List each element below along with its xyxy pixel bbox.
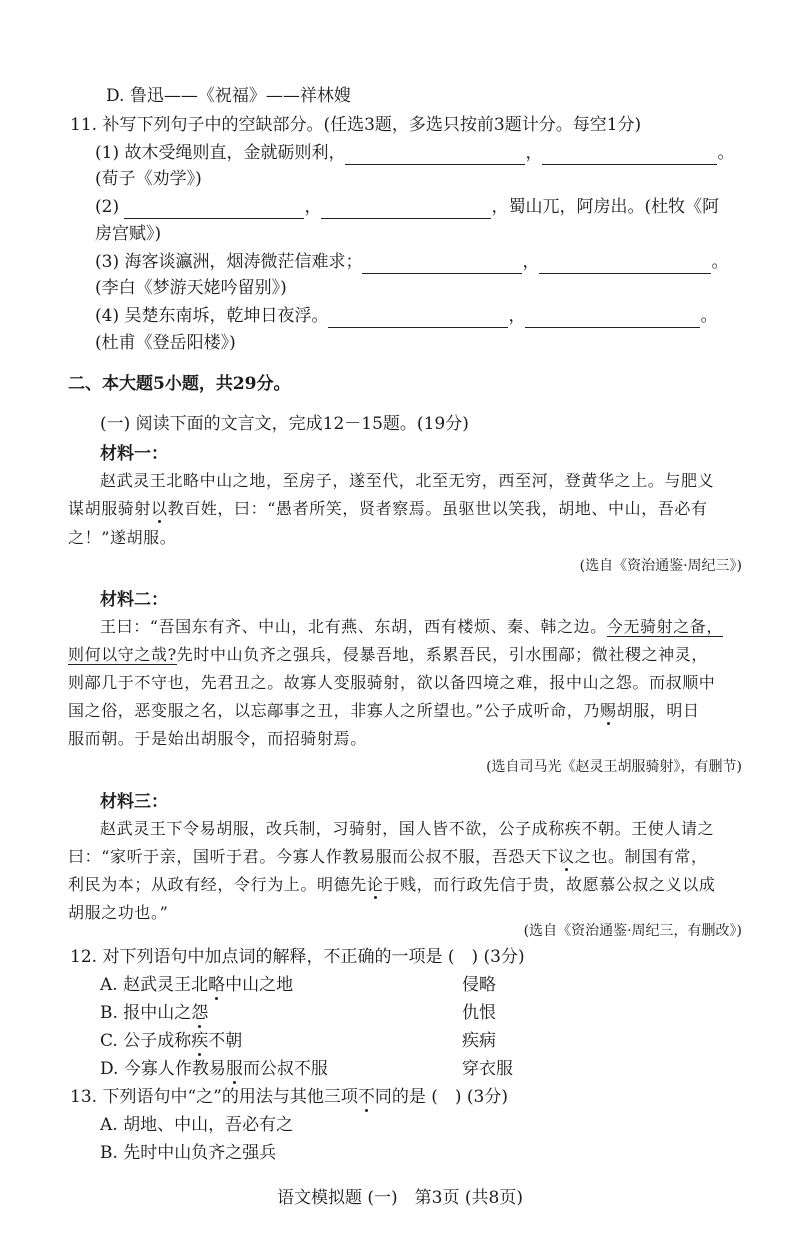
q12-option-c-meaning: 疾病 xyxy=(462,1031,496,1051)
material-1-line: 赵武灵王北略中山之地，至房子，遂至代，北至无穷，西至河，登黄华之上。与肥义 xyxy=(100,471,715,490)
q13-option-a[interactable]: A. 胡地、中山，吾必有之 xyxy=(100,1115,294,1135)
q11-item-1-source: (荀子《劝学》) xyxy=(95,169,202,189)
dotted-char: 略 xyxy=(208,975,226,995)
material-2-line: 国之俗，恶变服之名，以忘鄗事之丑，非寡人之所望也。”公子成听命，乃赐胡服，明日 xyxy=(68,701,700,720)
q11-item-2: (2) ， ，蜀山兀，阿房出。(杜牧《阿 xyxy=(95,197,720,217)
q12-option-a[interactable]: A. 赵武灵王北略中山之地 xyxy=(100,975,294,995)
q13-option-b[interactable]: B. 先时中山负齐之强兵 xyxy=(100,1143,277,1163)
material-1-source: (选自《资治通鉴·周纪三》) xyxy=(579,558,742,574)
dotted-char: 论 xyxy=(366,875,384,894)
material-1-line: 谋胡服骑射以教百姓，曰：“愚者所笑，贤者察焉。虽驱世以笑我，胡地、中山，吾必有 xyxy=(68,499,708,518)
material-2-line: 则鄗几于不守也，先君丑之。故寡人变服骑射，欲以备四境之难，报中山之怨。而叔顺中 xyxy=(68,673,716,692)
q13-stem: 13. 下列语句中“之”的用法与其他三项不同的是 ( ) (3分) xyxy=(70,1087,508,1107)
page-footer: 语文模拟题 (一) 第3页 (共8页) xyxy=(277,1188,523,1208)
material-3-source: (选自《资治通鉴·周纪三，有删改》) xyxy=(523,923,742,939)
fill-blank[interactable] xyxy=(362,256,522,274)
passage-intro: (一) 阅读下面的文言文，完成12－15题。(19分) xyxy=(100,414,469,434)
fill-blank[interactable] xyxy=(345,147,525,165)
underlined-sentence: 今无骑射之备， xyxy=(606,617,723,636)
fill-blank[interactable] xyxy=(539,256,711,274)
material-1-label: 材料一： xyxy=(100,444,168,464)
q11-item-1: (1) 故木受绳则直，金就砺则利， ， 。 xyxy=(95,143,735,163)
material-2-label: 材料二： xyxy=(100,590,168,610)
q12-option-b[interactable]: B. 报中山之怨 xyxy=(100,1003,209,1023)
dotted-char: 疾 xyxy=(191,1031,209,1051)
material-1-line: 之！”遂胡服。 xyxy=(68,528,177,547)
material-2-line: 王曰：“吾国东有齐、中山，北有燕、东胡，西有楼烦、秦、韩之边。今无骑射之备， xyxy=(100,617,723,636)
fill-blank[interactable] xyxy=(328,310,508,328)
material-2-source: (选自司马光《赵灵王胡服骑射》，有删节) xyxy=(486,759,742,775)
q12-option-d[interactable]: D. 今寡人作教易服而公叔不服 xyxy=(100,1059,328,1079)
fill-blank[interactable] xyxy=(542,147,717,165)
dotted-char: 不 xyxy=(357,1087,375,1107)
q11-item-3-source: (李白《梦游天姥吟留别》) xyxy=(95,278,287,298)
dotted-char: 怨 xyxy=(191,1003,209,1023)
section-heading: 二、本大题5小题，共29分。 xyxy=(68,374,291,394)
dotted-char: 议 xyxy=(558,847,575,866)
material-3-label: 材料三： xyxy=(100,792,168,812)
q11-stem: 11. 补写下列句子中的空缺部分。(任选3题，多选只按前3题计分。每空1分) xyxy=(70,115,642,135)
q10-option-d: D. 鲁迅——《祝福》——祥林嫂 xyxy=(106,86,351,106)
material-3-line: 赵武灵王下令易胡服，改兵制，习骑射，国人皆不欲，公子成称疾不朝。王使人请之 xyxy=(100,819,715,838)
dotted-char: 赐 xyxy=(599,701,617,720)
fill-blank[interactable] xyxy=(321,201,491,219)
q12-stem: 12. 对下列语句中加点词的解释，不正确的一项是 ( ) (3分) xyxy=(70,947,525,967)
dotted-char: 以 xyxy=(151,499,168,518)
material-3-line: 利民为本；从政有经，令行为上。明德先论于贱，而行政先信于贵，故愿慕公叔之义以成 xyxy=(68,875,716,894)
q12-option-a-meaning: 侵略 xyxy=(462,975,496,995)
q11-item-2-source: 房宫赋》) xyxy=(95,224,162,244)
q11-item-4: (4) 吴楚东南坼，乾坤日夜浮。 ， 。 xyxy=(95,306,718,326)
material-3-line: 曰：“家听于亲，国听于君。今寡人作教易服而公叔不服，吾恐天下议之也。制国有常， xyxy=(68,847,708,866)
material-2-line: 则何以守之哉?先时中山负齐之强兵，侵暴吾地，系累吾民，引水围鄗；微社稷之神灵， xyxy=(68,645,708,664)
q12-option-b-meaning: 仇恨 xyxy=(462,1003,496,1023)
material-3-line: 胡服之功也。” xyxy=(68,903,169,922)
material-2-line: 服而朝。于是始出胡服令，而招骑射焉。 xyxy=(68,729,367,748)
q11-item-4-source: (杜甫《登岳阳楼》) xyxy=(95,333,236,353)
dotted-char: 服 xyxy=(225,1059,243,1079)
q12-option-d-meaning: 穿衣服 xyxy=(462,1059,513,1079)
underlined-sentence: 则何以守之哉? xyxy=(68,645,177,664)
q11-item-3: (3) 海客谈瀛洲，烟涛微茫信难求； ， 。 xyxy=(95,252,729,272)
fill-blank[interactable] xyxy=(124,201,304,219)
fill-blank[interactable] xyxy=(525,310,700,328)
q12-option-c[interactable]: C. 公子成称疾不朝 xyxy=(100,1031,243,1051)
